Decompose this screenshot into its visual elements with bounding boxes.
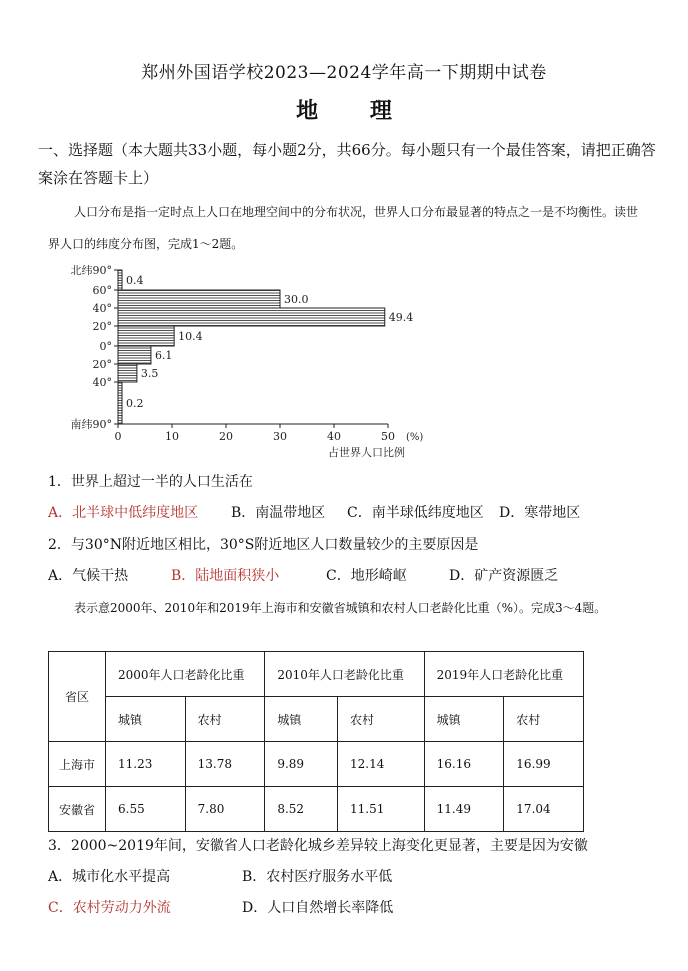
question-3-stem: 3．2000~2019年间，安徽省人口老龄化城乡差异较上海变化更显著，主要是因为安徽: [48, 838, 588, 854]
region-header: 省区: [49, 652, 106, 742]
bar: [118, 326, 174, 346]
question-3-options-row2: [48, 897, 393, 917]
y-tick-label: 北纬90°: [70, 264, 112, 277]
bar-value-label: 6.1: [154, 349, 173, 362]
table-cell: 11.51: [337, 787, 424, 832]
table-cell: 7.80: [185, 787, 265, 832]
y-tick-label: 40°: [92, 302, 112, 315]
x-unit-label: (%): [406, 432, 424, 443]
q1-option-a[interactable]: A．北半球中低纬度地区: [48, 505, 199, 521]
table-header-row: [49, 652, 584, 697]
q2-option-c[interactable]: C．地形崎岖: [326, 568, 407, 584]
passage-1: 人口分布是指一定时点上人口在地理空间中的分布状况，世界人口分布最显著的特点之一是不均衡性。读世界人口的纬度分布图，完成1～2题。: [48, 205, 639, 251]
table-cell: 11.23: [106, 742, 186, 787]
table-cell: 8.52: [265, 787, 338, 832]
bar: [118, 290, 280, 308]
x-tick-label: 0: [114, 430, 122, 443]
table-cell: 16.99: [504, 742, 584, 787]
q3-option-b[interactable]: B．农村医疗服务水平低: [242, 869, 393, 885]
subject-title: 地 理: [296, 98, 414, 124]
bar-value-label: 30.0: [284, 293, 309, 306]
question-2-stem: 2．与30°N附近地区相比，30°S附近地区人口数量较少的主要原因是: [48, 537, 479, 553]
question-1-options: [48, 502, 580, 522]
table-cell: 17.04: [504, 787, 584, 832]
subheader-cell: 农村: [337, 697, 424, 742]
q1-option-d[interactable]: D．寒带地区: [499, 505, 581, 521]
table-cell: 16.16: [424, 742, 504, 787]
question-3-options-row1: [48, 866, 392, 886]
q2-option-d[interactable]: D．矿产资源匮乏: [449, 568, 559, 584]
question-1-stem: 1．世界上超过一半的人口生活在: [48, 474, 253, 490]
subheader-cell: 城镇: [106, 697, 186, 742]
table-row: [49, 787, 584, 832]
x-axis-title: 占世界人口比例: [328, 446, 405, 459]
year-header-2010: 2010年人口老龄化比重: [265, 652, 424, 697]
table-row: [49, 742, 584, 787]
row-region: 上海市: [49, 742, 106, 787]
question-2-options: [48, 565, 558, 585]
table-cell: 13.78: [185, 742, 265, 787]
bar-value-label: 0.4: [126, 274, 144, 287]
q1-option-b[interactable]: B．南温带地区: [231, 505, 326, 521]
bar-value-label: 10.4: [178, 330, 203, 343]
year-header-2019: 2019年人口老龄化比重: [424, 652, 583, 697]
table-cell: 12.14: [337, 742, 424, 787]
y-tick-label: 南纬90°: [70, 418, 112, 431]
y-tick-label: 20°: [92, 358, 112, 371]
table-cell: 9.89: [265, 742, 338, 787]
q3-option-d[interactable]: D．人口自然增长率降低: [242, 900, 394, 916]
y-tick-label: 60°: [92, 284, 112, 297]
subheader-cell: 农村: [185, 697, 265, 742]
y-tick-label: 0°: [99, 340, 112, 353]
y-tick-label: 20°: [92, 320, 112, 333]
q1-option-c[interactable]: C．南半球低纬度地区: [347, 505, 484, 521]
q3-option-c[interactable]: C．农村劳动力外流: [48, 900, 171, 916]
section-heading: 一、选择题（本大题共33小题，每小题2分，共66分。每小题只有一个最佳答案，请把正确答案涂在答题卡上）: [38, 141, 656, 187]
passage-2: 表示意2000年、2010年和2019年上海市和安徽省城镇和农村人口老龄化比重（%）。完成3～4题。: [74, 601, 607, 615]
x-tick-label: 20: [219, 430, 233, 443]
x-tick-label: 40: [327, 430, 341, 443]
q2-option-a[interactable]: A．气候干热: [48, 568, 129, 584]
exam-title: 郑州外国语学校2023—2024学年高一下期期中试卷: [141, 63, 547, 83]
y-tick-label: 40°: [92, 376, 112, 389]
table-subheader-row: [49, 697, 584, 742]
bar-value-label: 49.4: [388, 311, 414, 324]
subheader-cell: 农村: [504, 697, 584, 742]
bar: [118, 382, 122, 424]
subheader-cell: 城镇: [265, 697, 338, 742]
bar: [118, 270, 122, 290]
bar: [118, 364, 137, 382]
subheader-cell: 城镇: [424, 697, 504, 742]
x-tick-label: 50: [381, 430, 395, 443]
x-tick-label: 30: [273, 430, 287, 443]
table-cell: 11.49: [424, 787, 504, 832]
bar: [118, 308, 385, 326]
bar: [118, 346, 151, 364]
x-tick-label: 10: [165, 430, 179, 443]
bar-value-label: 0.2: [126, 397, 144, 410]
q3-option-a[interactable]: A．城市化水平提高: [48, 869, 171, 885]
bar-value-label: 3.5: [140, 367, 159, 380]
latitude-population-chart: [48, 262, 448, 462]
table-cell: 6.55: [106, 787, 186, 832]
q2-option-b[interactable]: B．陆地面积狭小: [171, 568, 280, 584]
aging-table: [48, 651, 584, 832]
row-region: 安徽省: [49, 787, 106, 832]
year-header-2000: 2000年人口老龄化比重: [106, 652, 265, 697]
